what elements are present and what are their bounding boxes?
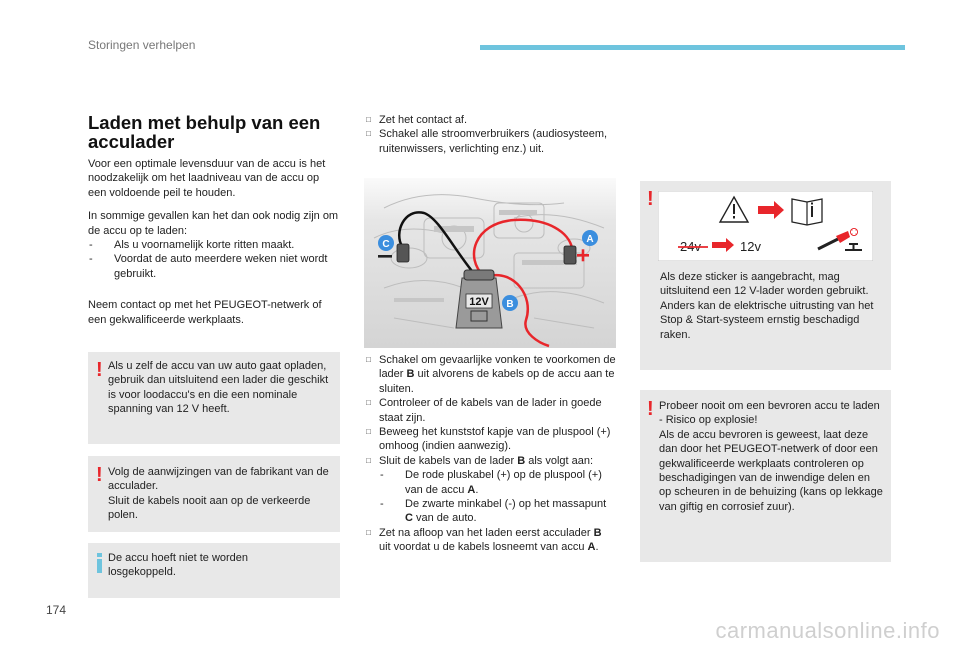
contact-paragraph: Neem contact op met het PEUGEOT-netwerk of een gekwalificeerde werkplaats. <box>88 299 322 326</box>
steps-list <box>364 353 616 555</box>
warning-exclamation-icon: ! <box>96 359 103 381</box>
warning-text <box>108 465 334 523</box>
manual-book-icon <box>792 199 822 225</box>
checkbox-bullet-icon: □ <box>366 115 371 124</box>
list-item: □ Zet na afloop van het laden eerst acculader B uit voordat u de kabels losneemt van accu A. <box>364 526 616 555</box>
list-item: □ Beweeg het kunststof kapje van de pluspool (+) omhoog (indien aanwezig). <box>364 425 616 454</box>
checkbox-bullet-icon: □ <box>366 427 371 437</box>
cases-list <box>88 238 340 281</box>
label-b: B <box>506 299 514 310</box>
page-title: Laden met behulp van een acculader <box>88 112 321 152</box>
frozen-battery-warning-box <box>640 390 891 562</box>
list-item: □ Schakel alle stroomverbruikers (audiosysteem, ruitenwissers, verlichting enz.) uit. <box>364 127 614 156</box>
list-item: □ Controleer of de kabels van de lader in goede staat zijn. <box>364 396 616 425</box>
sticker-24v-label: 24v <box>680 239 701 254</box>
warning-line: Volg de aanwijzingen van de fabrikant van de acculader. <box>108 466 329 493</box>
cases-intro: In sommige gevallen kan het dan ook nodig zijn om de accu op te laden: <box>88 210 339 237</box>
charger-voltage-label: 12V <box>469 296 489 308</box>
checkbox-bullet-icon: □ <box>366 129 371 139</box>
warning-text: Als u zelf de accu van uw auto gaat opladen, gebruik dan uitsluitend een lader die geschikt is voor loodaccu's en die een nominale spanning van 12 V heeft. <box>108 360 329 416</box>
list-item: □ Sluit de kabels van de lader B als volgt aan: - De rode pluskabel (+) op de pluspool (+) van de accu A. - De zwarte minkabel (-) op het massapunt C van de auto. <box>364 454 616 526</box>
label-c: C <box>382 239 390 250</box>
info-box <box>88 543 340 598</box>
warning-exclamation-icon: ! <box>647 188 654 210</box>
checkbox-bullet-icon: □ <box>366 455 371 465</box>
battery-charging-illustration <box>364 178 616 348</box>
list-item: - De rode pluskabel (+) op de pluspool (+) van de accu A. <box>379 468 616 497</box>
watermark: carmanualsonline.info <box>715 618 940 643</box>
frozen-warning-text <box>659 399 885 514</box>
middle-top-steps <box>364 113 614 156</box>
checkbox-bullet-icon: □ <box>366 527 371 537</box>
label-a: A <box>586 234 594 245</box>
sticker-warning-box <box>640 181 891 370</box>
list-item: □ Zet het contact af. <box>364 113 614 127</box>
sticker-text: Als deze sticker is aangebracht, mag uitsluitend een 12 V-lader worden gebruikt. Anders kan de elektrische uitrusting van het Stop & Start-systeem ernstig beschadigd raken. <box>660 271 874 341</box>
steps-list <box>364 113 614 156</box>
intro-paragraph: Voor een optimale levensduur van de accu is het noodzakelijk om het laadniveau van de accu op een voldoende peil te houden. <box>88 158 326 199</box>
middle-steps <box>364 353 616 555</box>
list-item: - Als u voornamelijk korte ritten maakt. <box>88 238 340 252</box>
checkbox-bullet-icon: □ <box>366 398 371 408</box>
warning-box-instructions <box>88 456 340 532</box>
warning-box-charger <box>88 352 340 444</box>
left-column-text <box>88 157 340 336</box>
header-accent-bar <box>480 45 905 50</box>
warning-line: Sluit de kabels nooit aan op de verkeerde polen. <box>108 494 311 522</box>
list-item: - De zwarte minkabel (-) op het massapunt C van de auto. <box>379 497 616 526</box>
warning-line: Als de accu bevroren is geweest, laat deze dan door het PEUGEOT-netwerk of door een gekwalificeerde werkplaats controleren op beschadigingen van de inwendige delen en op scheuren in de behuizing (kans op lekkage van giftig en corrosief zuur). <box>659 428 883 513</box>
sticker-illustration <box>658 191 873 261</box>
section-title: Storingen verhelpen <box>88 38 196 52</box>
page-number: 174 <box>46 603 67 617</box>
warning-line: Probeer nooit om een bevroren accu te laden - Risico op explosie! <box>659 400 880 427</box>
info-text: De accu hoeft niet te worden losgekoppeld. <box>108 552 249 579</box>
info-icon <box>97 553 102 573</box>
list-item: □ Schakel om gevaarlijke vonken te voorkomen de lader B uit alvorens de kabels op de accu aan te sluiten. <box>364 353 616 396</box>
warning-exclamation-icon: ! <box>647 398 654 420</box>
warning-exclamation-icon: ! <box>96 464 103 486</box>
sub-steps-list <box>364 468 616 526</box>
checkbox-bullet-icon: □ <box>366 355 371 364</box>
sticker-12v-label: 12v <box>740 239 761 254</box>
list-item: - Voordat de auto meerdere weken niet wordt gebruikt. <box>88 252 340 281</box>
